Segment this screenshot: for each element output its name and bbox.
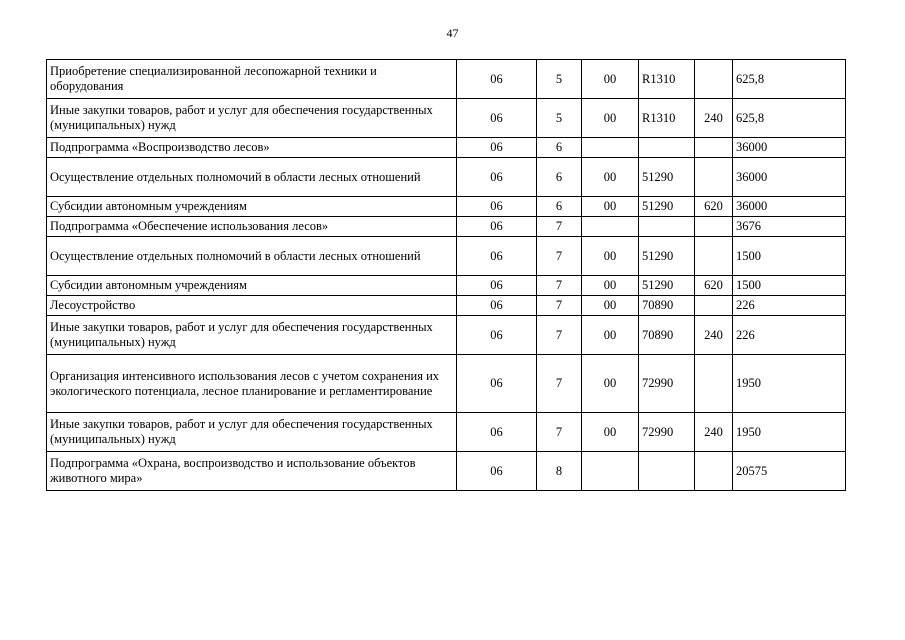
row-amount: 3676 (733, 217, 846, 237)
row-subsection: 7 (537, 296, 582, 316)
row-amount: 1950 (733, 413, 846, 452)
row-name: Лесоустройство (47, 296, 457, 316)
row-amount: 625,8 (733, 99, 846, 138)
row-target-code-a (582, 217, 639, 237)
row-subsection: 7 (537, 237, 582, 276)
table-row (47, 452, 846, 491)
row-target-code-a: 00 (582, 355, 639, 413)
row-name: Иные закупки товаров, работ и услуг для обеспечения государственных (муниципальных) нужд (47, 99, 457, 138)
table-row (47, 217, 846, 237)
table-row (47, 197, 846, 217)
row-subsection: 5 (537, 60, 582, 99)
row-section: 06 (457, 158, 537, 197)
row-name: Приобретение специализированной лесопожарной техники и оборудования (47, 60, 457, 99)
row-target-code-a (582, 452, 639, 491)
budget-table (46, 59, 846, 491)
table-row (47, 296, 846, 316)
row-amount: 625,8 (733, 60, 846, 99)
table-row (47, 355, 846, 413)
row-subsection: 7 (537, 355, 582, 413)
table-row (47, 158, 846, 197)
row-section: 06 (457, 217, 537, 237)
row-target-code-a: 00 (582, 60, 639, 99)
row-name: Осуществление отдельных полномочий в области лесных отношений (47, 158, 457, 197)
row-section: 06 (457, 276, 537, 296)
table-body (47, 60, 846, 491)
row-target-code-b (639, 138, 695, 158)
table-row (47, 138, 846, 158)
row-section: 06 (457, 197, 537, 217)
table-row (47, 413, 846, 452)
row-target-code-b: 51290 (639, 276, 695, 296)
row-expense-type: 240 (695, 316, 733, 355)
row-target-code-a: 00 (582, 158, 639, 197)
row-expense-type (695, 452, 733, 491)
row-name: Осуществление отдельных полномочий в области лесных отношений (47, 237, 457, 276)
row-target-code-a: 00 (582, 296, 639, 316)
row-subsection: 8 (537, 452, 582, 491)
table-row (47, 316, 846, 355)
row-target-code-b (639, 217, 695, 237)
row-subsection: 7 (537, 217, 582, 237)
row-expense-type (695, 158, 733, 197)
row-name: Субсидии автономным учреждениям (47, 276, 457, 296)
row-subsection: 7 (537, 413, 582, 452)
row-target-code-b: R1310 (639, 60, 695, 99)
row-expense-type (695, 60, 733, 99)
row-target-code-b: R1310 (639, 99, 695, 138)
row-target-code-a: 00 (582, 99, 639, 138)
row-target-code-a: 00 (582, 276, 639, 296)
row-name: Подпрограмма «Воспроизводство лесов» (47, 138, 457, 158)
row-expense-type: 240 (695, 413, 733, 452)
row-name: Субсидии автономным учреждениям (47, 197, 457, 217)
row-target-code-b: 72990 (639, 413, 695, 452)
table-row (47, 99, 846, 138)
row-target-code-b: 70890 (639, 316, 695, 355)
row-subsection: 6 (537, 138, 582, 158)
row-name: Иные закупки товаров, работ и услуг для обеспечения государственных (муниципальных) нужд (47, 316, 457, 355)
row-expense-type (695, 237, 733, 276)
row-amount: 1950 (733, 355, 846, 413)
row-expense-type (695, 217, 733, 237)
row-amount: 1500 (733, 237, 846, 276)
row-section: 06 (457, 355, 537, 413)
row-amount: 20575 (733, 452, 846, 491)
row-expense-type: 240 (695, 99, 733, 138)
row-expense-type: 620 (695, 276, 733, 296)
row-section: 06 (457, 413, 537, 452)
row-expense-type (695, 138, 733, 158)
row-subsection: 6 (537, 158, 582, 197)
row-amount: 36000 (733, 138, 846, 158)
row-expense-type (695, 355, 733, 413)
row-target-code-a: 00 (582, 413, 639, 452)
row-target-code-a: 00 (582, 237, 639, 276)
page-number: 47 (446, 26, 459, 40)
row-target-code-b: 51290 (639, 197, 695, 217)
row-target-code-b: 72990 (639, 355, 695, 413)
row-name: Иные закупки товаров, работ и услуг для обеспечения государственных (муниципальных) нужд (47, 413, 457, 452)
row-name: Подпрограмма «Охрана, воспроизводство и использование объектов животного мира» (47, 452, 457, 491)
row-section: 06 (457, 237, 537, 276)
row-target-code-b: 51290 (639, 158, 695, 197)
row-section: 06 (457, 296, 537, 316)
row-amount: 36000 (733, 197, 846, 217)
row-section: 06 (457, 138, 537, 158)
row-subsection: 6 (537, 197, 582, 217)
table-row (47, 60, 846, 99)
row-section: 06 (457, 60, 537, 99)
row-amount: 1500 (733, 276, 846, 296)
row-subsection: 7 (537, 316, 582, 355)
row-subsection: 7 (537, 276, 582, 296)
row-amount: 36000 (733, 158, 846, 197)
row-target-code-b: 51290 (639, 237, 695, 276)
row-target-code-b (639, 452, 695, 491)
row-section: 06 (457, 452, 537, 491)
row-name: Организация интенсивного использования лесов с учетом сохранения их экологического потенциала, лесное планирование и регламентирование (47, 355, 457, 413)
table-row (47, 276, 846, 296)
row-amount: 226 (733, 296, 846, 316)
row-target-code-b: 70890 (639, 296, 695, 316)
row-section: 06 (457, 99, 537, 138)
row-subsection: 5 (537, 99, 582, 138)
row-expense-type (695, 296, 733, 316)
row-amount: 226 (733, 316, 846, 355)
row-target-code-a: 00 (582, 197, 639, 217)
row-section: 06 (457, 316, 537, 355)
row-target-code-a: 00 (582, 316, 639, 355)
table-row (47, 237, 846, 276)
row-expense-type: 620 (695, 197, 733, 217)
row-target-code-a (582, 138, 639, 158)
row-name: Подпрограмма «Обеспечение использования лесов» (47, 217, 457, 237)
